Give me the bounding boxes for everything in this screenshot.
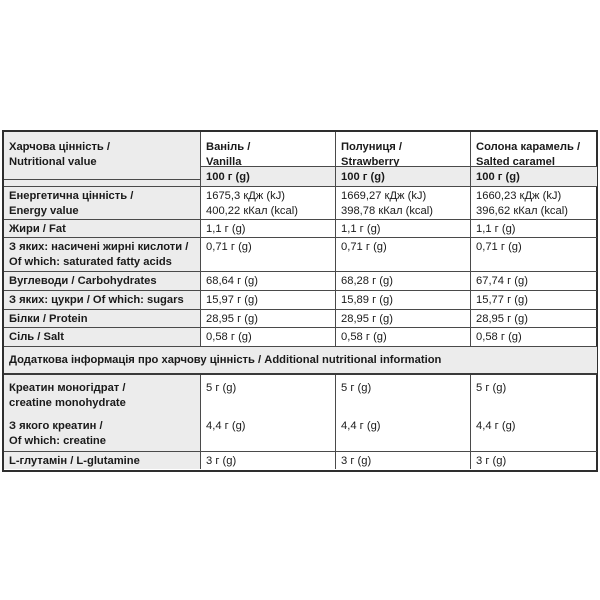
row-saturated-fat-salted-caramel bbox=[471, 238, 597, 272]
row-creatine-monohydrate-label bbox=[4, 375, 201, 418]
row-sugars-label-text: З яких: цукри / Of which: sugars bbox=[9, 294, 184, 306]
header-label-line-1: Харчова цінність / bbox=[9, 141, 111, 153]
row-salt-label bbox=[4, 328, 201, 347]
serving-salted-caramel-cell bbox=[471, 167, 597, 187]
row-saturated-fat-salted-caramel-value: 0,71 г (g) bbox=[476, 241, 522, 253]
row-fat-label-text: Жири / Fat bbox=[9, 223, 66, 235]
row-saturated-fat-vanilla-value: 0,71 г (g) bbox=[206, 241, 252, 253]
row-energy-salted-caramel bbox=[471, 187, 597, 220]
row-fat-salted-caramel bbox=[471, 220, 597, 238]
additional-info-header-text: Додаткова інформація про харчову цінність / Additional nutritional information bbox=[9, 354, 442, 366]
row-energy-strawberry bbox=[336, 187, 471, 220]
row-creatine-monohydrate-salted-caramel-value: 5 г (g) bbox=[476, 382, 507, 394]
row-of-which-creatine-strawberry bbox=[336, 418, 471, 452]
row-of-which-creatine-label-line-2: Of which: creatine bbox=[9, 435, 106, 447]
row-l-glutamine-strawberry bbox=[336, 452, 471, 469]
row-sugars-salted-caramel-value: 15,77 г (g) bbox=[476, 294, 528, 306]
row-carbohydrates-strawberry-value: 68,28 г (g) bbox=[341, 275, 393, 287]
header-vanilla-line-2: Vanilla bbox=[206, 156, 242, 167]
row-saturated-fat-label bbox=[4, 238, 201, 272]
row-fat-strawberry-value: 1,1 г (g) bbox=[341, 223, 381, 235]
header-salted-caramel-cell bbox=[471, 132, 597, 167]
header-label-cell bbox=[4, 132, 201, 180]
row-carbohydrates-label-text: Вуглеводи / Carbohydrates bbox=[9, 275, 157, 287]
row-energy-strawberry-kcal: 398,78 кКал (kcal) bbox=[341, 205, 433, 217]
row-creatine-monohydrate-salted-caramel bbox=[471, 375, 597, 418]
row-l-glutamine-strawberry-value: 3 г (g) bbox=[341, 455, 372, 467]
row-sugars-strawberry bbox=[336, 291, 471, 310]
row-fat-vanilla-value: 1,1 г (g) bbox=[206, 223, 246, 235]
serving-strawberry: 100 г (g) bbox=[341, 171, 385, 183]
row-salt-strawberry bbox=[336, 328, 471, 347]
row-protein-salted-caramel bbox=[471, 310, 597, 328]
row-sugars-vanilla bbox=[201, 291, 336, 310]
row-of-which-creatine-label bbox=[4, 418, 201, 452]
header-label-line-2: Nutritional value bbox=[9, 156, 97, 168]
row-l-glutamine-label bbox=[4, 452, 201, 469]
row-salt-salted-caramel-value: 0,58 г (g) bbox=[476, 331, 522, 343]
row-creatine-monohydrate-vanilla bbox=[201, 375, 336, 418]
row-saturated-fat-strawberry bbox=[336, 238, 471, 272]
row-energy-label-line-2: Energy value bbox=[9, 205, 79, 217]
header-salted-caramel-line-2: Salted caramel bbox=[476, 156, 555, 167]
row-creatine-monohydrate-vanilla-value: 5 г (g) bbox=[206, 382, 237, 394]
row-creatine-monohydrate-strawberry-value: 5 г (g) bbox=[341, 382, 372, 394]
header-vanilla-line-1: Ваніль / bbox=[206, 141, 251, 153]
row-energy-vanilla-kj: 1675,3 кДж (kJ) bbox=[206, 190, 286, 202]
row-fat-salted-caramel-value: 1,1 г (g) bbox=[476, 223, 516, 235]
row-saturated-fat-label-line-2: Of which: saturated fatty acids bbox=[9, 256, 172, 268]
row-of-which-creatine-strawberry-value: 4,4 г (g) bbox=[341, 420, 381, 432]
header-label-spacer bbox=[4, 180, 201, 187]
row-of-which-creatine-salted-caramel bbox=[471, 418, 597, 452]
serving-strawberry-cell bbox=[336, 167, 471, 187]
row-l-glutamine-vanilla bbox=[201, 452, 336, 469]
row-salt-vanilla bbox=[201, 328, 336, 347]
row-l-glutamine-vanilla-value: 3 г (g) bbox=[206, 455, 237, 467]
row-carbohydrates-salted-caramel-value: 67,74 г (g) bbox=[476, 275, 528, 287]
row-energy-strawberry-kj: 1669,27 кДж (kJ) bbox=[341, 190, 427, 202]
row-protein-label-text: Білки / Protein bbox=[9, 313, 88, 325]
serving-vanilla: 100 г (g) bbox=[206, 171, 250, 183]
row-salt-vanilla-value: 0,58 г (g) bbox=[206, 331, 252, 343]
row-of-which-creatine-vanilla-value: 4,4 г (g) bbox=[206, 420, 246, 432]
row-carbohydrates-strawberry bbox=[336, 272, 471, 291]
row-sugars-vanilla-value: 15,97 г (g) bbox=[206, 294, 258, 306]
serving-vanilla-cell bbox=[201, 167, 336, 187]
header-vanilla-cell bbox=[201, 132, 336, 167]
row-protein-strawberry-value: 28,95 г (g) bbox=[341, 313, 393, 325]
row-salt-salted-caramel bbox=[471, 328, 597, 347]
row-protein-label bbox=[4, 310, 201, 328]
additional-info-header bbox=[4, 347, 597, 375]
row-l-glutamine-salted-caramel-value: 3 г (g) bbox=[476, 455, 507, 467]
row-l-glutamine-salted-caramel bbox=[471, 452, 597, 469]
header-salted-caramel-line-1: Солона карамель / bbox=[476, 141, 581, 153]
row-carbohydrates-label bbox=[4, 272, 201, 291]
header-strawberry-line-1: Полуниця / bbox=[341, 141, 403, 153]
row-energy-salted-caramel-kcal: 396,62 кКал (kcal) bbox=[476, 205, 568, 217]
row-fat-strawberry bbox=[336, 220, 471, 238]
header-strawberry-line-2: Strawberry bbox=[341, 156, 400, 167]
row-creatine-monohydrate-label-line-2: creatine monohydrate bbox=[9, 397, 126, 409]
row-energy-salted-caramel-kj: 1660,23 кДж (kJ) bbox=[476, 190, 562, 202]
row-carbohydrates-salted-caramel bbox=[471, 272, 597, 291]
row-sugars-strawberry-value: 15,89 г (g) bbox=[341, 294, 393, 306]
row-energy-label-line-1: Енергетична цінність / bbox=[9, 190, 134, 202]
row-saturated-fat-vanilla bbox=[201, 238, 336, 272]
row-creatine-monohydrate-label-line-1: Креатин моногідрат / bbox=[9, 382, 126, 394]
row-protein-salted-caramel-value: 28,95 г (g) bbox=[476, 313, 528, 325]
row-salt-strawberry-value: 0,58 г (g) bbox=[341, 331, 387, 343]
row-sugars-label bbox=[4, 291, 201, 310]
row-protein-vanilla-value: 28,95 г (g) bbox=[206, 313, 258, 325]
row-protein-strawberry bbox=[336, 310, 471, 328]
row-l-glutamine-label-text: L-глутамін / L-glutamine bbox=[9, 455, 140, 467]
nutrition-table bbox=[2, 130, 598, 472]
row-sugars-salted-caramel bbox=[471, 291, 597, 310]
header-strawberry-cell bbox=[336, 132, 471, 167]
row-carbohydrates-vanilla bbox=[201, 272, 336, 291]
row-energy-vanilla bbox=[201, 187, 336, 220]
row-of-which-creatine-salted-caramel-value: 4,4 г (g) bbox=[476, 420, 516, 432]
row-carbohydrates-vanilla-value: 68,64 г (g) bbox=[206, 275, 258, 287]
row-fat-vanilla bbox=[201, 220, 336, 238]
row-creatine-monohydrate-strawberry bbox=[336, 375, 471, 418]
row-fat-label bbox=[4, 220, 201, 238]
row-saturated-fat-label-line-1: З яких: насичені жирні кислоти / bbox=[9, 241, 189, 253]
serving-salted-caramel: 100 г (g) bbox=[476, 171, 520, 183]
row-of-which-creatine-vanilla bbox=[201, 418, 336, 452]
row-energy-vanilla-kcal: 400,22 кКал (kcal) bbox=[206, 205, 298, 217]
row-energy-label bbox=[4, 187, 201, 220]
row-protein-vanilla bbox=[201, 310, 336, 328]
row-saturated-fat-strawberry-value: 0,71 г (g) bbox=[341, 241, 387, 253]
row-salt-label-text: Сіль / Salt bbox=[9, 331, 65, 343]
row-of-which-creatine-label-line-1: З якого креатин / bbox=[9, 420, 103, 432]
